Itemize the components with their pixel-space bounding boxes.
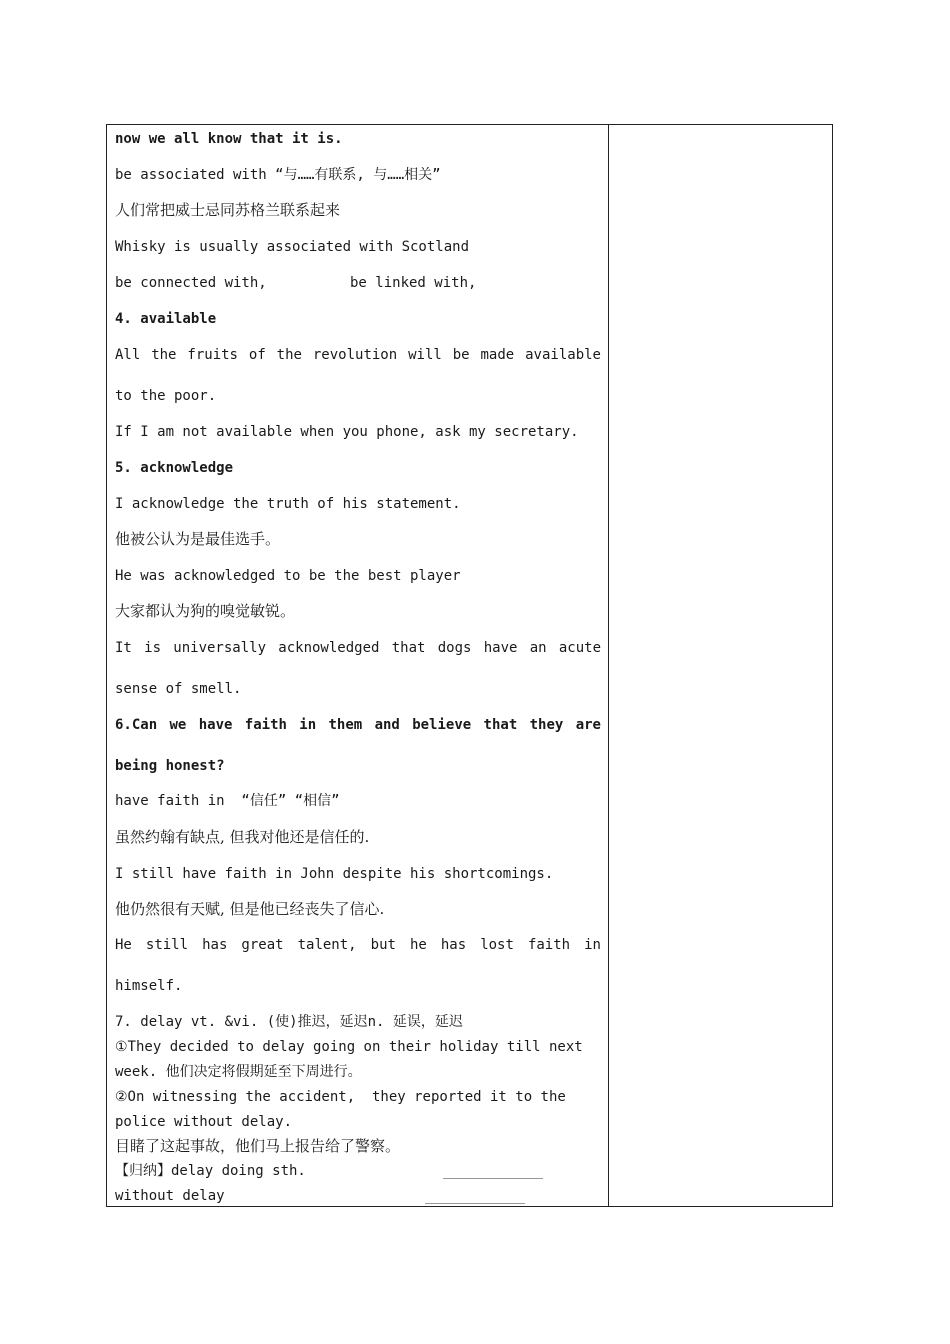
text-line: I acknowledge the truth of his statement. [115,496,461,512]
text-line: 他被公认为是最佳选手。 [115,530,281,548]
text-line: to the poor. [115,388,217,404]
section-heading: being honest? [115,758,225,774]
section-heading: 5. acknowledge [115,460,234,476]
answer-blank [443,1178,543,1179]
answer-blank [425,1203,525,1204]
text-line: without delay [115,1188,225,1204]
text-line: 他仍然很有天赋, 但是他已经丧失了信心. [115,900,385,918]
text-line: week. 他们决定将假期延至下周进行。 [115,1064,362,1080]
section-heading: 6.Can we have faith in them and believe that they are [115,717,601,733]
text-line: It is universally acknowledged that dogs have an acute [115,640,601,656]
text-line: sense of smell. [115,681,242,697]
text-line: 人们常把威士忌同苏格兰联系起来 [115,201,341,219]
text-line: ②On witnessing the accident, they reported it to the [115,1089,566,1105]
text-line: now we all know that it is. [115,131,343,147]
text-line: I still have faith in John despite his shortcomings. [115,866,554,882]
notes-side-cell [609,125,832,1206]
section-heading: 4. available [115,311,217,327]
section-heading: 7. delay vt. &vi. (使)推迟，延迟n. 延误，延迟 [115,1014,463,1030]
text-line: 大家都认为狗的嗅觉敏锐。 [115,602,296,620]
text-line: be connected with, [115,275,267,291]
text-line: be linked with, [350,275,477,291]
text-line: ①They decided to delay going on their holiday till next [115,1039,583,1055]
text-line: 【归纳】delay doing sth. [115,1163,306,1179]
text-line: himself. [115,978,183,994]
text-line: Whisky is usually associated with Scotland [115,239,470,255]
text-line: He was acknowledged to be the best player [115,568,461,584]
text-line: police without delay. [115,1114,293,1130]
text-line: He still has great talent, but he has lost faith in [115,937,601,953]
text-line: be associated with “与……有联系, 与……相关” [115,167,441,183]
text-line: All the fruits of the revolution will be made available [115,347,601,363]
notes-table [106,124,833,1207]
text-line: have faith in “信任” “相信” [115,793,340,809]
text-line: If I am not available when you phone, ask my secretary. [115,424,579,440]
text-line: 目睹了这起事故，他们马上报告给了警察。 [115,1137,401,1155]
text-line: 虽然约翰有缺点, 但我对他还是信任的. [115,828,370,846]
